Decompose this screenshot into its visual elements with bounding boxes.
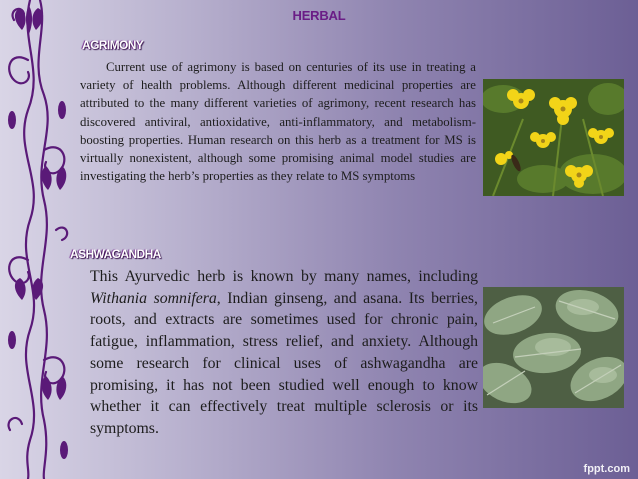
ashwagandha-scientific-name: Withania somnifera xyxy=(90,289,217,307)
slide-title: HERBAL xyxy=(292,8,346,23)
ashwagandha-leaves-photo xyxy=(483,287,624,408)
fppt-watermark: fppt.com xyxy=(583,463,630,475)
agrimony-paragraph: Current use of agrimony is based on centuries of its use in treating a variety of health problems. Although different medicinal properties are attributed to the many different varieties of agrimony, recent research has discovered antiviral, antioxidative, anti-inflammatory, and metabolism-boosting properties. Human research on this herb as a treatment for MS is virtually nonexistent, although some promising animal model studies are investigating the herb’s properties as they relate to MS symptoms xyxy=(80,60,476,184)
section-heading-agrimony: AGRIMONY xyxy=(82,38,144,52)
floral-border-ornament xyxy=(0,0,80,479)
agrimony-flower-photo xyxy=(483,79,624,196)
ashwagandha-text-start: This Ayurvedic herb is known by many names, including xyxy=(90,268,478,285)
section-heading-ashwagandha: ASHWAGANDHA xyxy=(70,247,161,261)
ashwagandha-text-end: , Indian ginseng, and asana. Its berries, roots, and extracts are sometimes used for chronic pain, fatigue, inflammation, stress relief, and anxiety. Although some research for clinical uses of ashwagandha are promising, it has not been studied well enough to know whether it can effectively treat multiple sclerosis or its symptoms. xyxy=(90,289,478,437)
ashwagandha-paragraph xyxy=(90,266,478,440)
